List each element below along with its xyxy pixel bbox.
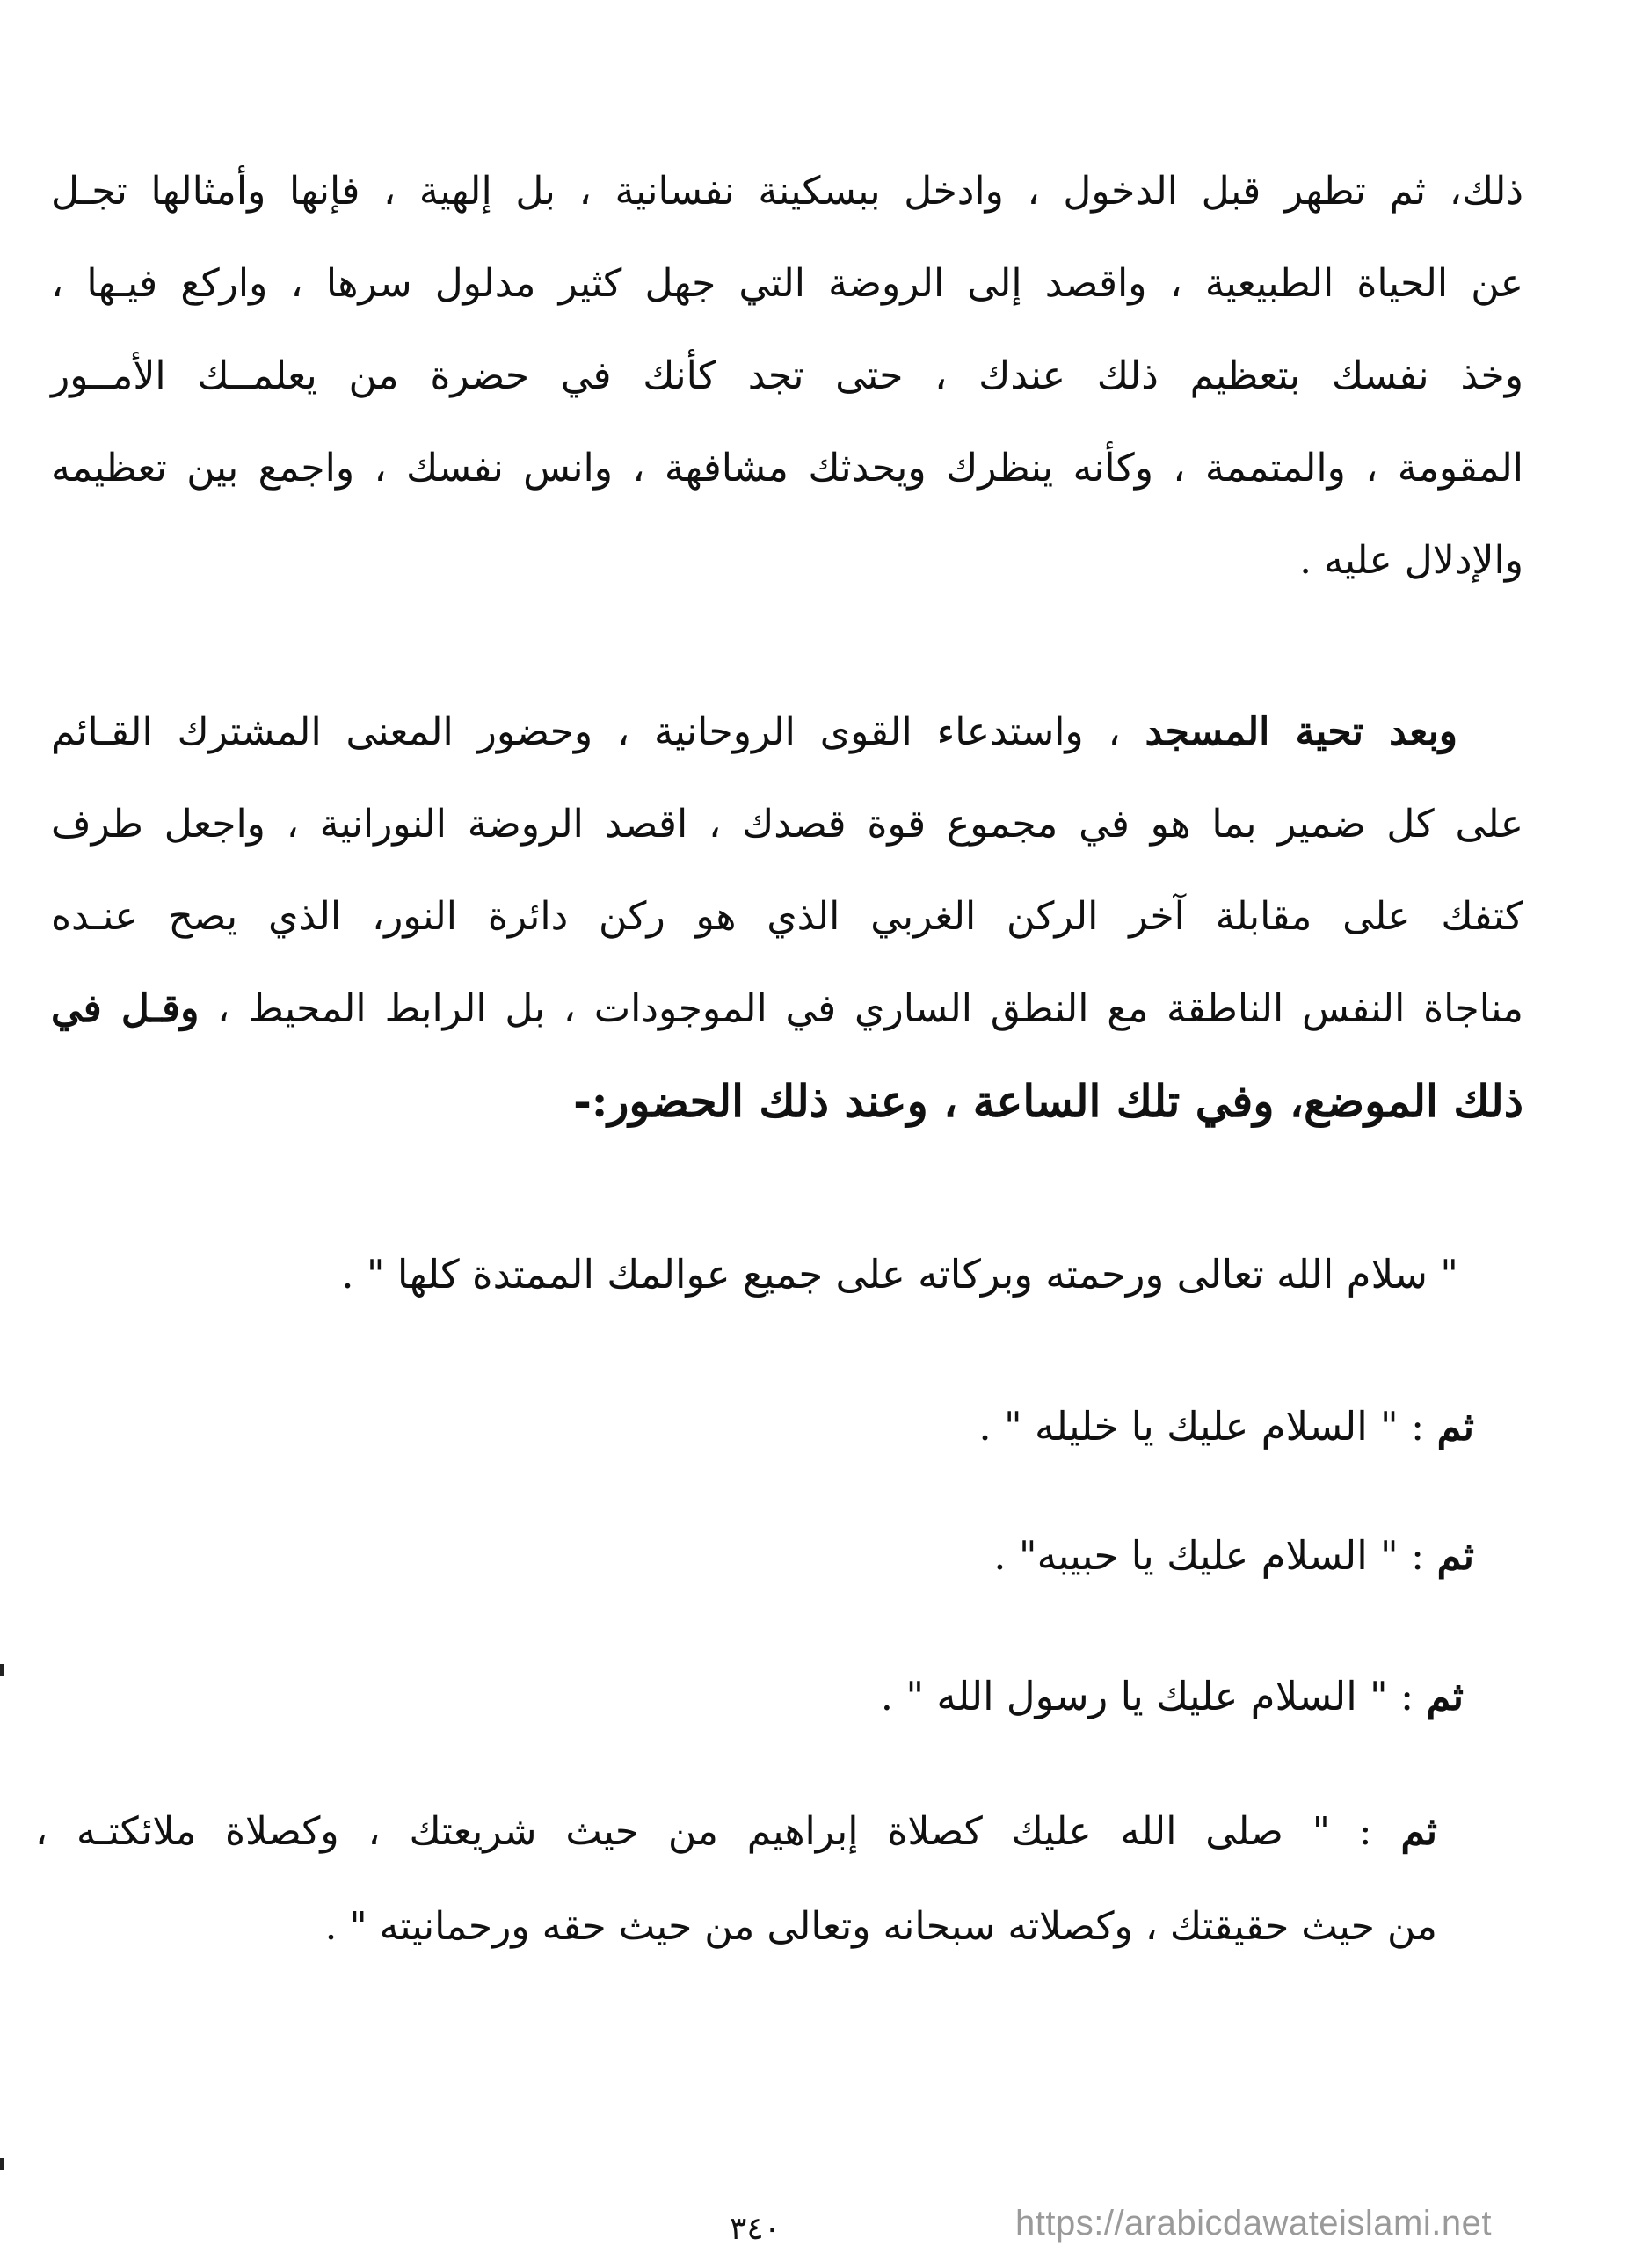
- watermark-url: https://arabicdawateislami.net: [1015, 2204, 1492, 2243]
- page-number: ٣٤٠: [730, 2211, 781, 2247]
- bold-heading-line: ذلك الموضع، وفي تلك الساعة ، وعند ذلك الحضور:-: [573, 1075, 1523, 1127]
- salutation-line-3: [993, 1490, 1474, 1622]
- paragraph-line: كتفك على مقابلة آخر الركن الغربي الذي هو ركن دائرة النور، الذي يصح عنـده: [51, 894, 1523, 939]
- paragraph-line: والإدلال عليه .: [1299, 538, 1523, 583]
- paragraph-line: [35, 1785, 1437, 1879]
- paragraph-line: [51, 686, 1523, 778]
- quote-text: : " السلام عليك يا خليله " .: [978, 1403, 1437, 1450]
- quote-text: " سلام الله تعالى ورحمته وبركاته على جميع عوالمك الممتدة كلها " .: [341, 1251, 1458, 1298]
- quote-text: : " السلام عليك يا حبيبه" .: [993, 1532, 1437, 1579]
- paragraph-1: [51, 145, 1523, 607]
- line-text: ، واستدعاء القوى الروحانية ، وحضور المعنى المشترك القـائم: [51, 709, 1145, 754]
- thumma-word: ثم: [1436, 1403, 1474, 1450]
- bold-lead-text: وبعد تحية المسجد: [1145, 709, 1457, 754]
- paragraph-line: [51, 963, 1523, 1055]
- thumma-word: ثم: [1426, 1673, 1464, 1719]
- line-text: مناجاة النفس الناطقة مع النطق الساري في الموجودات ، بل الرابط المحيط ،: [199, 986, 1524, 1031]
- paragraph-line: وخذ نفسك بتعظيم ذلك عندك ، حتى تجد كأنك في حضرة من يعلمــك الأمــور: [51, 353, 1523, 398]
- paragraph-line: من حيث حقيقتك ، وكصلاته سبحانه وتعالى من حيث حقه ورحمانيته " .: [324, 1904, 1437, 1949]
- quote-text: : " السلام عليك يا رسول الله " .: [880, 1673, 1427, 1719]
- scan-edge-mark: [0, 1664, 4, 1676]
- paragraph-line: المقومة ، والمتممة ، وكأنه ينظرك ويحدثك مشافهة ، وانس نفسك ، واجمع بين تعظيمه: [51, 446, 1523, 491]
- quote-text: : " صلى الله عليك كصلاة إبراهيم من حيث شريعتك ، وكصلاة ملائكتـه ،: [35, 1809, 1401, 1854]
- bold-text: وقـل في: [51, 986, 200, 1031]
- salutation-line-2: [978, 1361, 1474, 1493]
- thumma-word: ثم: [1436, 1532, 1474, 1579]
- thumma-word: ثم: [1400, 1809, 1437, 1854]
- paragraph-line: عن الحياة الطبيعية ، واقصد إلى الروضة التي جهل كثير مدلول سرها ، واركع فيـها ،: [51, 261, 1523, 306]
- salutation-line-5: [35, 1785, 1437, 1974]
- paragraph-line: ذلك، ثم تطهر قبل الدخول ، وادخل ببسكينة نفسانية ، بل إلهية ، فإنها وأمثالها تجـل: [51, 169, 1523, 214]
- paragraph-line: على كل ضمير بما هو في مجموع قوة قصدك ، اقصد الروضة النورانية ، واجعل طرف: [51, 802, 1523, 847]
- salutation-line-1: [341, 1209, 1458, 1341]
- paragraph-2: [51, 686, 1523, 1147]
- scan-edge-mark: [0, 2158, 4, 2170]
- salutation-line-4: [881, 1631, 1464, 1763]
